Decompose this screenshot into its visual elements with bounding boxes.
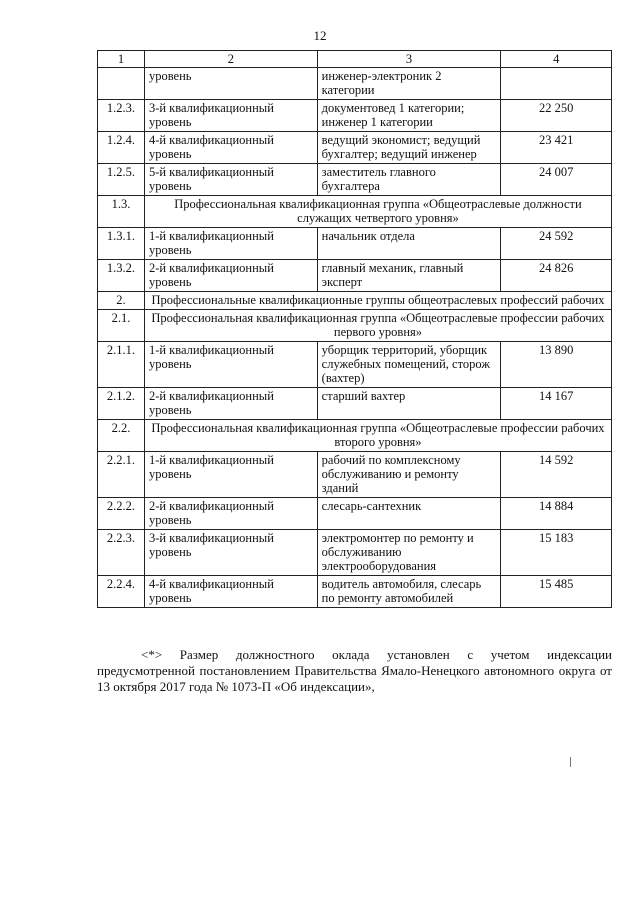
salary-cell: 24 592	[501, 228, 612, 260]
qualification-level-cell: 3-й квалификационный уровень	[144, 100, 317, 132]
position-cell: инженер-электроник 2 категории	[317, 68, 501, 100]
salary-cell: 24 007	[501, 164, 612, 196]
table-row	[98, 576, 612, 608]
table-row	[98, 260, 612, 292]
salary-cell: 23 421	[501, 132, 612, 164]
row-number-cell: 2.2.2.	[98, 498, 145, 530]
position-cell: заместитель главного бухгалтера	[317, 164, 501, 196]
qualification-level-cell: 1-й квалификационный уровень	[144, 452, 317, 498]
qualification-level-cell: 4-й квалификационный уровень	[144, 576, 317, 608]
table-row	[98, 100, 612, 132]
table-group-row	[98, 310, 612, 342]
column-header: 2	[144, 51, 317, 68]
salary-cell	[501, 68, 612, 100]
row-number-cell: 2.2.4.	[98, 576, 145, 608]
table-row	[98, 228, 612, 260]
row-number-cell: 1.2.3.	[98, 100, 145, 132]
qualification-level-cell: 2-й квалификационный уровень	[144, 388, 317, 420]
position-cell: водитель автомобиля, слесарь по ремонту автомобилей	[317, 576, 501, 608]
qualification-level-cell: 1-й квалификационный уровень	[144, 228, 317, 260]
qualification-level-cell: 1-й квалификационный уровень	[144, 342, 317, 388]
row-number-cell: 1.3.1.	[98, 228, 145, 260]
row-number-cell: 1.3.2.	[98, 260, 145, 292]
group-number-cell: 2.2.	[98, 420, 145, 452]
row-number-cell: 1.2.4.	[98, 132, 145, 164]
position-cell: документовед 1 категории; инженер 1 категории	[317, 100, 501, 132]
group-title-cell: Профессиональная квалификационная группа «Общеотраслевые профессии рабочих первого уровня»	[144, 310, 611, 342]
salary-cell: 15 485	[501, 576, 612, 608]
salary-cell: 14 592	[501, 452, 612, 498]
salary-cell: 24 826	[501, 260, 612, 292]
salary-table	[97, 50, 612, 608]
margin-mark	[570, 757, 571, 767]
table-row	[98, 498, 612, 530]
table-group-row	[98, 420, 612, 452]
salary-cell: 13 890	[501, 342, 612, 388]
qualification-level-cell: 2-й квалификационный уровень	[144, 260, 317, 292]
salary-cell: 14 167	[501, 388, 612, 420]
row-number-cell: 2.2.1.	[98, 452, 145, 498]
position-cell: начальник отдела	[317, 228, 501, 260]
position-cell: главный механик, главный эксперт	[317, 260, 501, 292]
row-number-cell: 1.2.5.	[98, 164, 145, 196]
salary-cell: 22 250	[501, 100, 612, 132]
group-title-cell: Профессиональная квалификационная группа «Общеотраслевые должности служащих четвертого уровня»	[144, 196, 611, 228]
qualification-level-cell: уровень	[144, 68, 317, 100]
row-number-cell: 2.1.1.	[98, 342, 145, 388]
table-row	[98, 132, 612, 164]
qualification-level-cell: 3-й квалификационный уровень	[144, 530, 317, 576]
table-row	[98, 164, 612, 196]
group-number-cell: 1.3.	[98, 196, 145, 228]
column-header: 4	[501, 51, 612, 68]
table-group-row	[98, 292, 612, 310]
group-title-cell: Профессиональные квалификационные группы общеотраслевых профессий рабочих	[144, 292, 611, 310]
table-row	[98, 342, 612, 388]
group-title-cell: Профессиональная квалификационная группа «Общеотраслевые профессии рабочих второго уровня»	[144, 420, 611, 452]
position-cell: рабочий по комплексному обслуживанию и ремонту зданий	[317, 452, 501, 498]
row-number-cell: 2.2.3.	[98, 530, 145, 576]
page-number: 12	[313, 28, 327, 43]
position-cell: старший вахтер	[317, 388, 501, 420]
table-group-row	[98, 196, 612, 228]
group-number-cell: 2.1.	[98, 310, 145, 342]
row-number-cell	[98, 68, 145, 100]
position-cell: электромонтер по ремонту и обслуживанию электрооборудования	[317, 530, 501, 576]
qualification-level-cell: 2-й квалификационный уровень	[144, 498, 317, 530]
qualification-level-cell: 5-й квалификационный уровень	[144, 164, 317, 196]
table-header-row	[98, 51, 612, 68]
group-number-cell: 2.	[98, 292, 145, 310]
salary-cell: 14 884	[501, 498, 612, 530]
table-row	[98, 452, 612, 498]
position-cell: уборщик территорий, уборщик служебных помещений, сторож (вахтер)	[317, 342, 501, 388]
table-row	[98, 388, 612, 420]
column-header: 3	[317, 51, 501, 68]
table-body	[98, 68, 612, 608]
column-header: 1	[98, 51, 145, 68]
table-row	[98, 68, 612, 100]
table-row	[98, 530, 612, 576]
row-number-cell: 2.1.2.	[98, 388, 145, 420]
position-cell: ведущий экономист; ведущий бухгалтер; ведущий инженер	[317, 132, 501, 164]
footnote: <*> Размер должностного оклада установлен с учетом индексации предусмотренной постановлением Правительства Ямало-Ненецкого автономного округа от 13 октября 2017 года № 1073-П «Об индексации»,	[97, 647, 612, 694]
qualification-level-cell: 4-й квалификационный уровень	[144, 132, 317, 164]
salary-cell: 15 183	[501, 530, 612, 576]
position-cell: слесарь-сантехник	[317, 498, 501, 530]
